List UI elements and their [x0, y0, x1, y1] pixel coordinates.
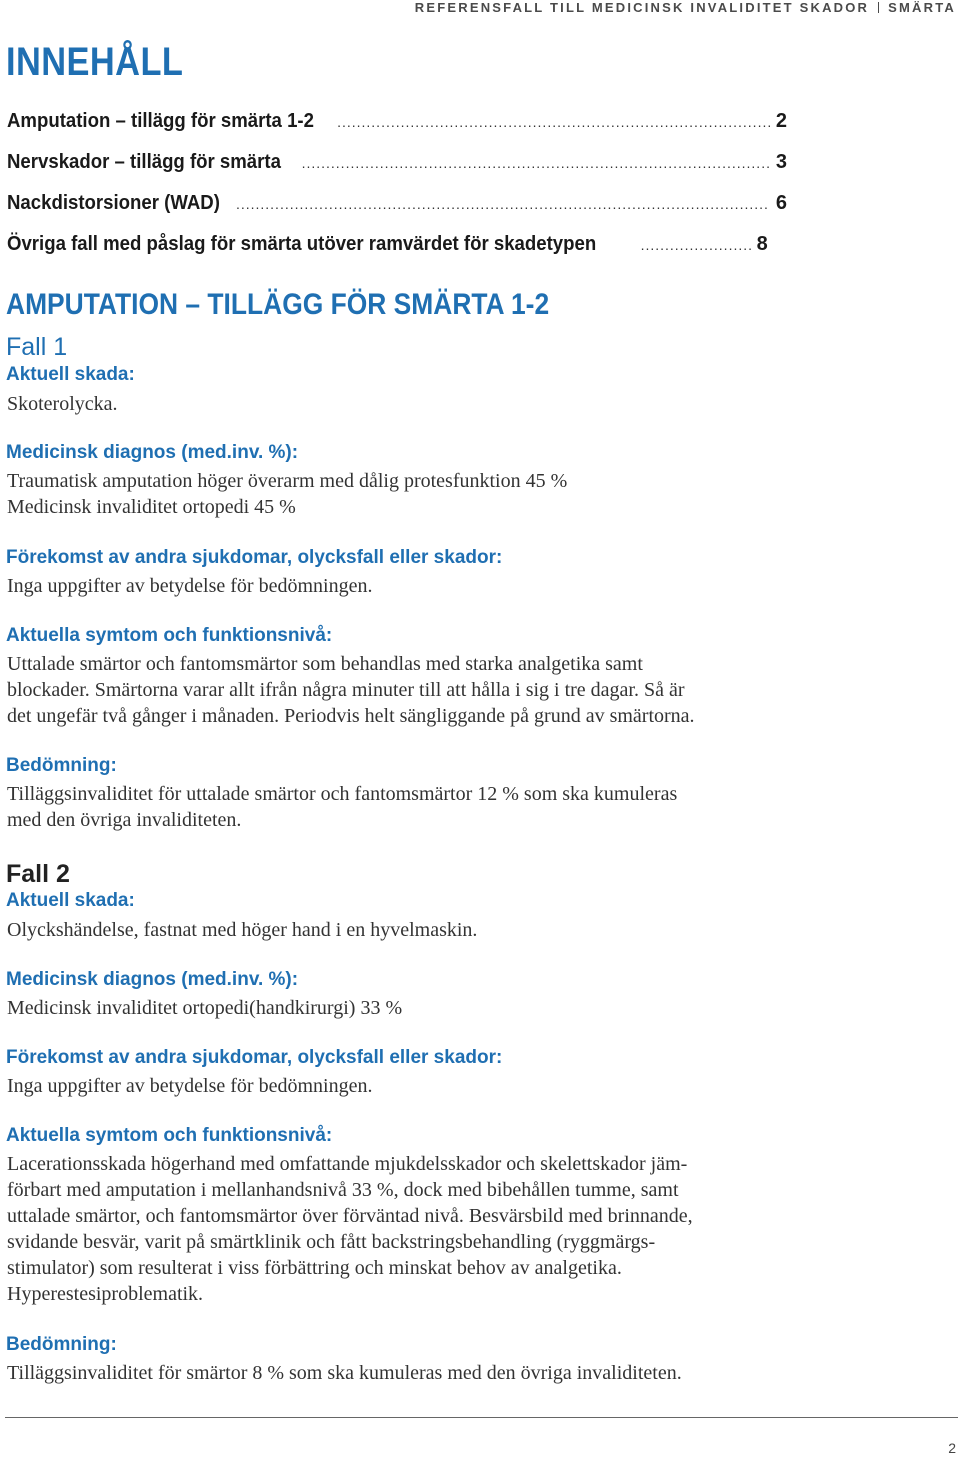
case-1-assessment: [7, 781, 797, 833]
text-line: Lacerationsskada högerhand med omfattande mjukdelsskador och skelettskador jäm-: [7, 1153, 688, 1175]
case-1-title: Fall 1: [6, 333, 68, 361]
case-2-other-label: Förekomst av andra sjukdomar, olycksfall eller skador:: [6, 1047, 503, 1068]
text-line: med den övriga invaliditeten.: [7, 809, 242, 831]
toc-item-label: Nackdistorsioner (WAD): [7, 192, 220, 214]
case-1-injury-label: Aktuell skada:: [6, 364, 135, 385]
header-separator: [878, 2, 879, 13]
case-2-injury-label: Aktuell skada:: [6, 890, 135, 911]
case-2-diagnosis-label: Medicinsk diagnos (med.inv. %):: [6, 969, 299, 990]
toc-leader-dots: [236, 196, 770, 212]
text-line: Traumatisk amputation höger överarm med dålig protesfunktion 45 %: [7, 470, 568, 492]
case-2-other: Inga uppgifter av betydelse för bedömningen.: [7, 1075, 373, 1097]
text-line: det ungefär två gånger i månaden. Periodvis helt sängliggande på grund av smärtorna.: [7, 705, 695, 727]
text-line: Hyperestesiproblematik.: [7, 1283, 204, 1305]
case-1-assessment-label: Bedömning:: [6, 755, 117, 776]
toc-item-label: Övriga fall med påslag för smärta utöver ramvärdet för skadetypen: [7, 233, 597, 255]
running-header-section: SMÄRTA: [888, 0, 956, 15]
text-line: Tilläggsinvaliditet för uttalade smärtor och fantomsmärtor 12 % som ska kumuleras: [7, 783, 678, 805]
toc-item[interactable]: [7, 192, 787, 233]
toc-item-page: 6: [775, 192, 787, 214]
toc-item-label: Amputation – tillägg för smärta 1-2: [7, 110, 314, 132]
toc-leader-dots: [641, 237, 751, 253]
text-line: stimulator) som resulterat i viss förbättring och minskat behov av analgetika.: [7, 1257, 622, 1279]
toc-leader-dots: [337, 114, 770, 130]
case-2-injury: Olyckshändelse, fastnat med höger hand i en hyvelmaskin.: [7, 919, 478, 941]
case-2-diagnosis: Medicinsk invaliditet ortopedi(handkirurgi) 33 %: [7, 997, 403, 1019]
text-line: blockader. Smärtorna varar allt ifrån några minuter till att hålla i sig i tre dagar. Så är: [7, 679, 685, 701]
case-1-symptoms: [7, 651, 797, 729]
case-1-diagnosis-label: Medicinsk diagnos (med.inv. %):: [6, 442, 299, 463]
toc-leader-dots: [302, 155, 770, 171]
text-line: förbart med amputation i mellanhandsnivå 33 %, dock med bibehållen tumme, samt: [7, 1179, 679, 1201]
toc-title: INNEHÅLL: [6, 40, 184, 84]
case-2-assessment: Tilläggsinvaliditet för smärtor 8 % som ska kumuleras med den övriga invaliditeten.: [7, 1362, 682, 1384]
case-1-diagnosis: [7, 468, 797, 520]
case-1-other-label: Förekomst av andra sjukdomar, olycksfall eller skador:: [6, 547, 503, 568]
table-of-contents: [7, 110, 787, 274]
section-title: AMPUTATION – TILLÄGG FÖR SMÄRTA 1-2: [6, 288, 550, 321]
text-line: Uttalade smärtor och fantomsmärtor som behandlas med starka analgetika samt: [7, 653, 643, 675]
toc-item-page: 3: [775, 151, 787, 173]
text-line: Medicinsk invaliditet ortopedi 45 %: [7, 496, 296, 518]
toc-item-page: 2: [775, 110, 787, 132]
text-line: svidande besvär, varit på smärtklinik och fått backstringsbehandling (ryggmärgs-: [7, 1231, 656, 1253]
case-2-symptoms-label: Aktuella symtom och funktionsnivå:: [6, 1125, 333, 1146]
text-line: uttalade smärtor, och fantomsmärtor över förväntad nivå. Besvärsbild med brinnande,: [7, 1205, 693, 1227]
case-2-assessment-label: Bedömning:: [6, 1334, 117, 1355]
page-number: 2: [948, 1440, 956, 1456]
toc-item[interactable]: [7, 151, 787, 192]
case-1-symptoms-label: Aktuella symtom och funktionsnivå:: [6, 625, 333, 646]
case-2-title: Fall 2: [6, 860, 70, 888]
footer-divider: [5, 1417, 958, 1418]
case-1-injury: Skoterolycka.: [7, 393, 118, 415]
case-2-symptoms: [7, 1151, 797, 1307]
toc-item-label: Nervskador – tillägg för smärta: [7, 151, 281, 173]
toc-item-page: 8: [756, 233, 768, 255]
toc-item[interactable]: [7, 233, 787, 274]
toc-item[interactable]: [7, 110, 787, 151]
running-header-title: REFERENSFALL TILL MEDICINSK INVALIDITET SKADOR: [414, 0, 870, 15]
running-header: [415, 0, 956, 15]
case-1-other: Inga uppgifter av betydelse för bedömningen.: [7, 575, 373, 597]
